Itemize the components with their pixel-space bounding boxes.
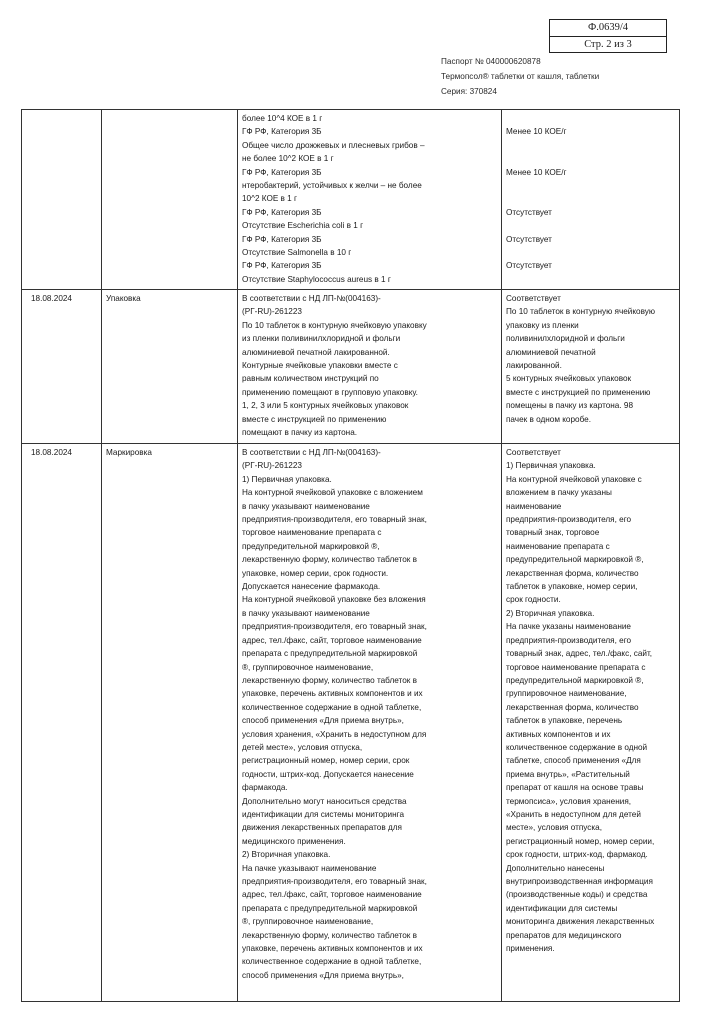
requirement-line: 1, 2, 3 или 5 контурных ячейковых упаковок [242,401,409,411]
requirement-line: ГФ РФ, Категория 3Б [242,261,322,271]
result-line: (производственные коды) и средства [506,890,648,900]
result-line: По 10 таблеток в контурную ячейковую [506,307,656,317]
form-code-box [549,19,667,53]
result-line: лакированной. [506,361,562,371]
requirement-line: лекарственную форму, количество таблеток в [242,930,417,940]
requirement-line: упаковке, перечень активных компонентов и их [242,944,423,954]
date-cell [22,444,102,1002]
result-line: идентификации для системы [506,903,618,913]
requirement-line: помещают в пачку из картона. [242,428,358,438]
result-line: пачек в одном коробе. [506,414,591,424]
requirement-line: лекарственную форму, количество таблеток в [242,675,417,685]
requirement-cell [238,110,502,290]
result-line: На контурной ячейковой упаковке с [506,474,642,484]
test-name-cell [102,110,238,290]
requirement-cell [238,290,502,444]
requirement-line: движения лекарственных препаратов для [242,823,402,833]
requirement-line: способ применения «Для приема внутрь», [242,970,404,980]
requirement-line: регистрационный номер, номер серии, срок [242,756,410,766]
result-line: срок годности. [506,595,561,605]
requirement-line: На пачке указывают наименование [242,863,377,873]
requirement-line: предупредительной маркировкой ®, [242,541,380,551]
result-line: поливинилхлоридной и фольги [506,334,625,344]
requirement-line: способ применения «Для приема внутрь», [242,716,404,726]
result-line: срок годности, штрих-код, фармакод. [506,850,648,860]
requirement-line: количественное содержание в одной таблетке, [242,702,422,712]
requirement-line: Отсутствие Salmonella в 10 г [242,248,352,258]
date-text: 18.08.2024 [31,294,72,303]
result-line: наименование препарата с [506,541,610,551]
result-cell [502,290,680,444]
result-line: Соответствует [506,294,561,303]
result-line: применения. [506,944,555,954]
result-line: Менее 10 КОЕ/г [506,167,567,177]
requirement-line: (РГ-RU)-261223 [242,307,302,317]
requirement-line: На контурной ячейковой упаковке с вложением [242,488,423,498]
requirement-line: ГФ РФ, Категория 3Б [242,234,322,244]
requirement-line: На контурной ячейковой упаковке без вложения [242,595,426,605]
result-line [506,192,675,205]
result-line: мониторинга движения лекарственных [506,917,655,927]
requirement-line: ®, группировочное наименование, [242,917,374,927]
requirement-line: условия хранения, «Хранить в недоступном для [242,729,427,739]
result-line: месте», условия отпуска, [506,823,602,833]
requirement-line: 10^2 КОЕ в 1 г [242,194,297,204]
requirement-line: лекарственную форму, количество таблеток в [242,555,417,565]
requirement-line: Общее число дрожжевых и плесневых грибов – [242,140,425,150]
requirement-cell [238,444,502,1002]
requirement-line: адрес, тел./факс, сайт, торговое наименование [242,890,422,900]
requirement-line: равным количеством инструкций по [242,374,379,384]
test-name-cell [102,290,238,444]
result-line: лекарственная форма, количество [506,702,639,712]
requirement-line: упаковке, номер серии, срок годности. [242,568,389,578]
requirement-line: Контурные ячейковые упаковки вместе с [242,361,398,371]
result-line: термопсиса», условия хранения, [506,796,632,806]
result-line [506,246,675,259]
result-cell [502,444,680,1002]
requirement-line: из пленки поливинилхлоридной и фольги [242,334,401,344]
requirement-line: фармакода. [242,783,288,793]
requirement-line: предприятия-производителя, его товарный знак, [242,622,427,632]
requirement-line: количественное содержание в одной таблетке, [242,957,422,967]
test-name-text: Маркировка [106,448,152,457]
result-line: предприятия-производителя, его [506,515,632,525]
table-row [22,290,680,444]
result-line: препаратов для медицинского [506,930,622,940]
requirement-line: ГФ РФ, Категория 3Б [242,167,322,177]
result-line: количественное содержание в одной [506,742,648,752]
result-line [506,273,675,286]
result-line: вместе с инструкцией по применению [506,387,651,397]
requirement-line: 1) Первичная упаковка. [242,474,332,484]
result-line: 2) Вторичная упаковка. [506,608,595,618]
requirement-line: адрес, тел./факс, сайт, торговое наименование [242,635,422,645]
result-line: Дополнительно нанесены [506,863,605,873]
result-line: товарный знак, торговое [506,528,600,538]
result-line: помещены в пачку из картона. 98 [506,401,634,411]
requirement-line: алюминиевой печатной лакированной. [242,347,390,357]
result-line: предупредительной маркировкой ®, [506,555,644,565]
requirement-line: предприятия-производителя, его товарный знак, [242,877,427,886]
result-line: торговое наименование препарата с [506,662,646,672]
result-line: Менее 10 КОЕ/г [506,127,567,137]
date-cell [22,110,102,290]
result-cell [502,110,680,290]
requirement-line: более 10^4 КОЕ в 1 г [242,114,323,123]
requirement-line: 2) Вторичная упаковка. [242,850,331,860]
date-cell [22,290,102,444]
requirement-line: Отсутствие Staphylococcus aureus в 1 г [242,274,391,284]
result-line: лекарственная форма, количество [506,568,639,578]
product-name: Термопсол® таблетки от кашля, таблетки [441,72,600,81]
result-line: предприятия-производителя, его [506,635,632,645]
result-line: вложением в пачку указаны [506,488,612,498]
page-number: Стр. 2 из 3 [584,39,632,50]
result-line: предупредительной маркировкой ®, [506,675,644,685]
requirement-line: медицинского применения. [242,836,346,846]
result-line: приема внутрь», «Растительный [506,769,630,779]
passport-number: Паспорт № 040000620878 [441,57,541,66]
quality-table [21,109,680,1002]
result-line: товарный знак, адрес, тел./факс, сайт, [506,649,653,659]
result-line: наименование [506,501,562,511]
result-line: Отсутствует [506,234,552,244]
test-name-cell [102,444,238,1002]
result-line [506,152,675,165]
requirement-line: торговое наименование препарата с [242,528,382,538]
requirement-line: (РГ-RU)-261223 [242,461,302,471]
requirement-line: ®, группировочное наименование, [242,662,374,672]
table-row [22,110,680,290]
result-line: 5 контурных ячейковых упаковок [506,374,632,384]
result-line [506,139,675,152]
requirement-line: предприятия-производителя, его товарный знак, [242,515,427,525]
result-line [506,219,675,232]
result-line: регистрационный номер, номер серии, [506,836,655,846]
result-line [506,179,675,192]
passport-header [441,54,599,99]
result-line: активных компонентов и их [506,729,611,739]
requirement-line: препарата с предупредительной маркировкой [242,649,418,659]
requirement-line: Дополнительно могут наноситься средства [242,796,407,806]
requirement-line: идентификации для системы мониторинга [242,809,405,819]
requirement-line: годности, штрих-код. Допускается нанесение [242,769,414,779]
result-line: препарат от кашля на основе травы [506,783,644,793]
result-line: таблетке, способ применения «Для [506,756,641,766]
requirement-line: ГФ РФ, Категория 3Б [242,207,322,217]
requirement-line: в пачку указывают наименование [242,501,370,511]
result-line: упаковку из пленки [506,320,579,330]
requirement-line: ГФ РФ, Категория 3Б [242,127,322,137]
requirement-line: не более 10^2 КОЕ в 1 г [242,154,334,164]
requirement-line: препарата с предупредительной маркировкой [242,903,418,913]
series-number: Серия: 370824 [441,87,497,96]
result-line: «Хранить в недоступном для детей [506,809,641,819]
requirement-line: в пачку указывают наименование [242,608,370,618]
requirement-line: вместе с инструкцией по применению [242,414,387,424]
requirement-line: детей месте», условия отпуска, [242,742,363,752]
result-line: На пачке указаны наименование [506,622,631,632]
result-line: Отсутствует [506,261,552,271]
form-code: Ф.0639/4 [550,20,666,37]
result-line: алюминиевой печатной [506,347,596,357]
result-line: внутрипроизводственная информация [506,877,653,886]
result-line: таблеток в упаковке, номер серии, [506,582,638,592]
result-line: таблеток в упаковке, перечень [506,716,623,726]
requirement-line: В соответствии с НД ЛП-№(004163)- [242,448,381,457]
result-line: 1) Первичная упаковка. [506,461,596,471]
requirement-line: В соответствии с НД ЛП-№(004163)- [242,294,381,303]
requirement-line: Отсутствие Escherichia coli в 1 г [242,221,364,231]
requirement-line: упаковке, перечень активных компонентов и их [242,689,423,699]
date-text: 18.08.2024 [31,448,72,457]
requirement-line: нтеробактерий, устойчивых к желчи – не более [242,181,422,191]
requirement-line: применению помещают в групповую упаковку. [242,387,418,397]
table-row [22,444,680,1002]
result-line: Соответствует [506,448,561,457]
result-line [506,112,675,125]
result-line: Отсутствует [506,207,552,217]
requirement-line: Допускается нанесение фармакода. [242,582,381,592]
result-line: группировочное наименование, [506,689,627,699]
test-name-text: Упаковка [106,294,141,303]
requirement-line: По 10 таблеток в контурную ячейковую упаковку [242,320,427,330]
